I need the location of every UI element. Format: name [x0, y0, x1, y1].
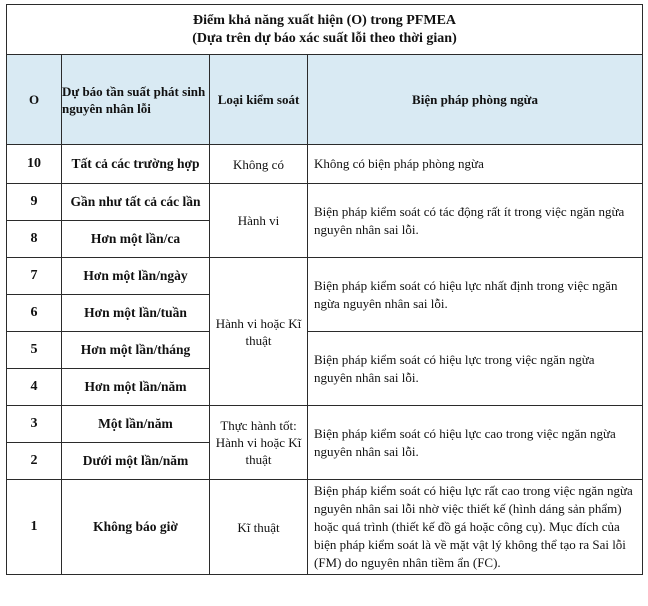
rating-cell: 2	[7, 443, 62, 480]
control-type-cell: Không có	[210, 145, 308, 184]
rating-cell: 4	[7, 369, 62, 406]
prevention-cell: Biện pháp kiểm soát có hiệu lực trong việc ngăn ngừa nguyên nhân sai lỗi.	[308, 332, 643, 406]
table-row	[7, 184, 643, 221]
rating-cell: 8	[7, 221, 62, 258]
rating-cell: 10	[7, 145, 62, 184]
rating-cell: 9	[7, 184, 62, 221]
prevention-cell: Không có biện pháp phòng ngừa	[308, 145, 643, 184]
table-row	[7, 406, 643, 443]
frequency-cell: Không báo giờ	[62, 480, 210, 575]
prevention-cell: Biện pháp kiểm soát có hiệu lực rất cao trong việc ngăn ngừa nguyên nhân sai lỗi nhờ việc thiết kế (hình dáng sản phẩm) hoặc quá trình (thiết kế đồ gá hoặc công cụ). Mục đích của biện pháp kiểm soát là về mặt vật lý không thể tạo ra Sai lỗi (FM) do nguyên nhân tiềm ẩn (FC).	[308, 480, 643, 575]
rating-cell: 6	[7, 295, 62, 332]
prevention-cell: Biện pháp kiểm soát có tác động rất ít trong việc ngăn ngừa nguyên nhân sai lỗi.	[308, 184, 643, 258]
header-control-type: Loại kiểm soát	[210, 55, 308, 145]
frequency-cell: Hơn một lần/ca	[62, 221, 210, 258]
rating-cell: 3	[7, 406, 62, 443]
table-row	[7, 258, 643, 295]
table-row	[7, 145, 643, 184]
rating-cell: 7	[7, 258, 62, 295]
header-frequency: Dự báo tần suất phát sinh nguyên nhân lỗi	[62, 55, 210, 145]
frequency-cell: Hơn một lần/ngày	[62, 258, 210, 295]
prevention-cell: Biện pháp kiểm soát có hiệu lực cao trong việc ngăn ngừa nguyên nhân sai lỗi.	[308, 406, 643, 480]
header-prevention: Biện pháp phòng ngừa	[308, 55, 643, 145]
rating-cell: 1	[7, 480, 62, 575]
table-row	[7, 332, 643, 369]
header-row	[7, 55, 643, 145]
table-row	[7, 480, 643, 575]
frequency-cell: Gần như tất cả các lần	[62, 184, 210, 221]
table-title-line-1: Điểm khả năng xuất hiện (O) trong PFMEA	[192, 12, 457, 28]
table-title	[7, 5, 643, 55]
frequency-cell: Hơn một lần/tháng	[62, 332, 210, 369]
frequency-cell: Một lần/năm	[62, 406, 210, 443]
control-type-cell: Hành vi	[210, 184, 308, 258]
frequency-cell: Tất cả các trường hợp	[62, 145, 210, 184]
header-o: O	[7, 55, 62, 145]
frequency-cell: Hơn một lần/tuần	[62, 295, 210, 332]
prevention-cell: Biện pháp kiểm soát có hiệu lực nhất định trong việc ngăn ngừa nguyên nhân sai lỗi.	[308, 258, 643, 332]
pfmea-occurrence-table	[6, 4, 643, 575]
control-type-cell: Thực hành tốt: Hành vi hoặc Kĩ thuật	[210, 406, 308, 480]
frequency-cell: Dưới một lần/năm	[62, 443, 210, 480]
control-type-cell: Hành vi hoặc Kĩ thuật	[210, 258, 308, 406]
frequency-cell: Hơn một lần/năm	[62, 369, 210, 406]
control-type-cell: Kĩ thuật	[210, 480, 308, 575]
table-title-line-2: (Dựa trên dự báo xác suất lỗi theo thời gian)	[192, 30, 457, 46]
rating-cell: 5	[7, 332, 62, 369]
